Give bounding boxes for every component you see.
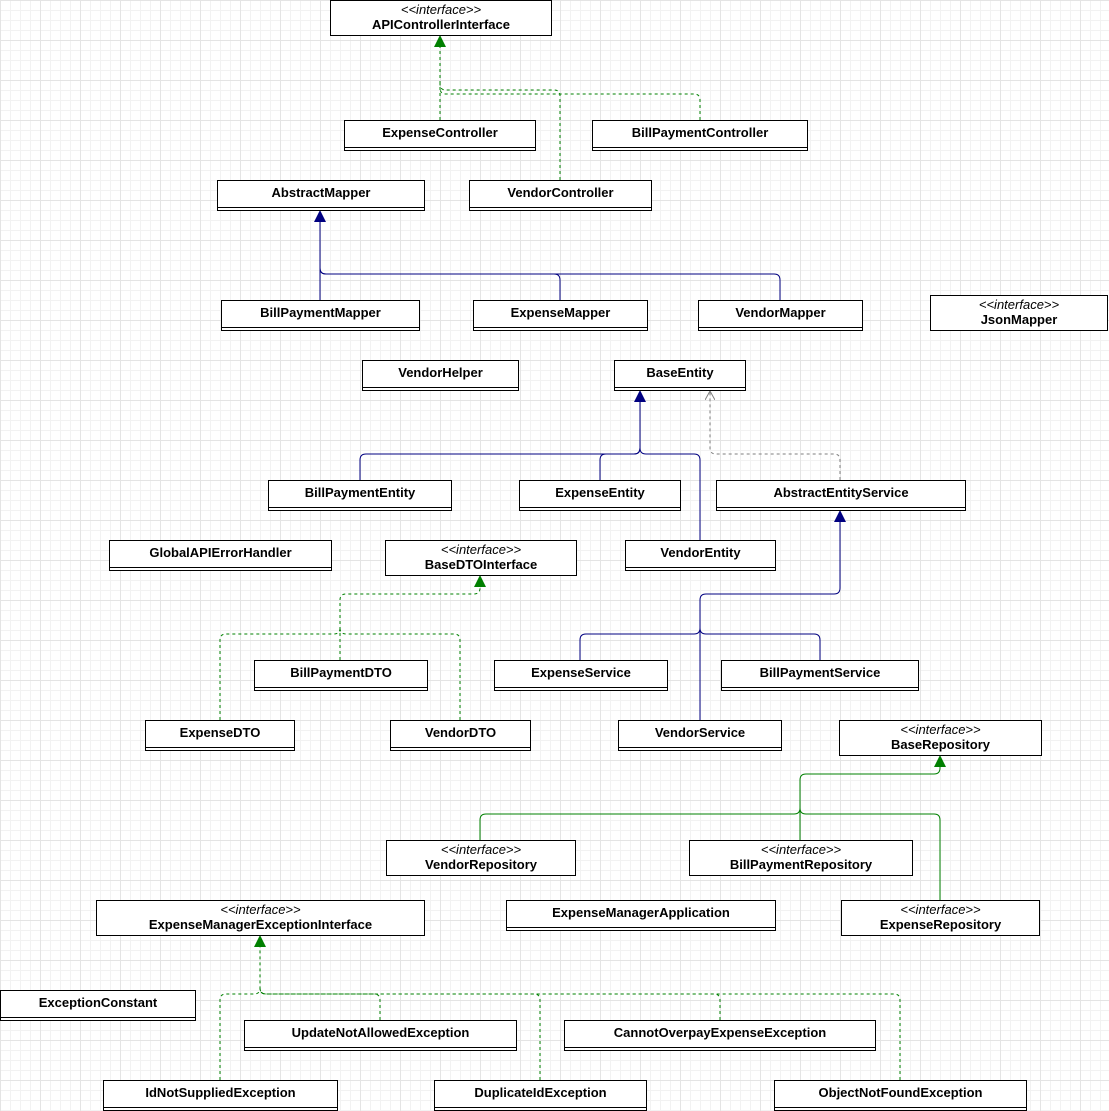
class-exception-constant[interactable] bbox=[0, 990, 196, 1021]
class-base-entity[interactable] bbox=[614, 360, 746, 391]
repository-inheritance bbox=[480, 756, 940, 900]
link-bill-payment-entity bbox=[360, 391, 640, 480]
controller-realizations bbox=[440, 36, 700, 180]
class-expense-manager-application[interactable] bbox=[506, 900, 776, 931]
link-abstract-entity-service-dependency bbox=[710, 391, 840, 480]
class-name: BillPaymentController bbox=[631, 125, 769, 140]
link-bill-payment-controller bbox=[440, 88, 700, 120]
link-vendor-mapper bbox=[320, 268, 780, 300]
class-expense-mapper[interactable] bbox=[473, 300, 648, 331]
class-api-controller-interface[interactable] bbox=[330, 0, 552, 36]
class-base-repository[interactable] bbox=[839, 720, 1042, 756]
link-expense-service bbox=[580, 511, 840, 660]
class-expense-controller[interactable] bbox=[344, 120, 536, 151]
exception-realizations bbox=[220, 936, 900, 1080]
link-vendor-repository bbox=[480, 808, 800, 840]
class-name: ExpenseMapper bbox=[510, 305, 611, 320]
class-name: VendorDTO bbox=[424, 725, 497, 740]
class-expense-dto[interactable] bbox=[145, 720, 295, 751]
stereotype-label: <<interface>> bbox=[400, 2, 482, 17]
class-vendor-helper[interactable] bbox=[362, 360, 519, 391]
link-bill-payment-service bbox=[700, 628, 820, 660]
class-abstract-mapper[interactable] bbox=[217, 180, 425, 211]
class-name: DuplicateIdException bbox=[474, 1085, 607, 1100]
class-name: ObjectNotFoundException bbox=[818, 1085, 983, 1100]
link-id-not-supplied-exception bbox=[220, 936, 260, 1080]
class-name: ExpenseManagerApplication bbox=[552, 905, 730, 920]
class-name: ExpenseRepository bbox=[879, 917, 1002, 932]
class-name: UpdateNotAllowedException bbox=[291, 1025, 470, 1040]
class-name: VendorMapper bbox=[735, 305, 826, 320]
link-expense-entity bbox=[600, 448, 640, 480]
class-abstract-entity-service[interactable] bbox=[716, 480, 966, 511]
class-name: BaseDTOInterface bbox=[424, 557, 538, 572]
class-name: ExpenseController bbox=[382, 125, 498, 140]
class-vendor-dto[interactable] bbox=[390, 720, 531, 751]
link-bill-payment-repository bbox=[800, 756, 940, 840]
dto-realizations bbox=[220, 576, 480, 720]
class-name: BillPaymentDTO bbox=[290, 665, 392, 680]
class-name: AbstractEntityService bbox=[773, 485, 909, 500]
class-name: CannotOverpayExpenseException bbox=[613, 1025, 827, 1040]
class-name: JsonMapper bbox=[980, 312, 1058, 327]
class-expense-entity[interactable] bbox=[519, 480, 681, 511]
class-name: BillPaymentRepository bbox=[729, 857, 873, 872]
class-duplicate-id-exception[interactable] bbox=[434, 1080, 647, 1111]
class-bill-payment-entity[interactable] bbox=[268, 480, 452, 511]
stereotype-label: <<interface>> bbox=[440, 842, 522, 857]
class-global-api-error-handler[interactable] bbox=[109, 540, 332, 571]
class-vendor-entity[interactable] bbox=[625, 540, 776, 571]
class-vendor-repository[interactable] bbox=[386, 840, 576, 876]
class-bill-payment-controller[interactable] bbox=[592, 120, 808, 151]
class-name: VendorService bbox=[654, 725, 746, 740]
link-update-not-allowed-exception bbox=[260, 988, 380, 1020]
class-expense-manager-exception-interface[interactable] bbox=[96, 900, 425, 936]
class-name: ExpenseService bbox=[531, 665, 631, 680]
class-name: BaseRepository bbox=[891, 737, 990, 752]
stereotype-label: <<interface>> bbox=[220, 902, 301, 917]
class-vendor-controller[interactable] bbox=[469, 180, 652, 211]
class-vendor-mapper[interactable] bbox=[698, 300, 863, 331]
stereotype-label: <<interface>> bbox=[900, 722, 981, 737]
class-name: ExpenseDTO bbox=[179, 725, 261, 740]
mapper-inheritance bbox=[320, 211, 780, 300]
class-name: VendorEntity bbox=[660, 545, 741, 560]
class-name: VendorController bbox=[507, 185, 614, 200]
stereotype-label: <<interface>> bbox=[440, 542, 522, 557]
class-name: VendorHelper bbox=[398, 365, 483, 380]
class-name: GlobalAPIErrorHandler bbox=[149, 545, 292, 560]
class-vendor-service[interactable] bbox=[618, 720, 782, 751]
class-json-mapper[interactable] bbox=[930, 295, 1108, 331]
class-name: AbstractMapper bbox=[271, 185, 371, 200]
class-bill-payment-service[interactable] bbox=[721, 660, 919, 691]
class-update-not-allowed-exception[interactable] bbox=[244, 1020, 517, 1051]
entity-inheritance bbox=[360, 391, 700, 540]
class-name: BillPaymentMapper bbox=[260, 305, 381, 320]
class-object-not-found-exception[interactable] bbox=[774, 1080, 1027, 1111]
class-expense-repository[interactable] bbox=[841, 900, 1040, 936]
class-bill-payment-repository[interactable] bbox=[689, 840, 913, 876]
class-expense-service[interactable] bbox=[494, 660, 668, 691]
class-name: ExpenseEntity bbox=[555, 485, 645, 500]
class-bill-payment-mapper[interactable] bbox=[221, 300, 420, 331]
class-name: BillPaymentEntity bbox=[304, 485, 416, 500]
class-base-dto-interface[interactable] bbox=[385, 540, 577, 576]
class-name: BaseEntity bbox=[646, 365, 714, 380]
class-cannot-overpay-expense-exception[interactable] bbox=[564, 1020, 876, 1051]
stereotype-label: <<interface>> bbox=[978, 297, 1060, 312]
class-name: IdNotSuppliedException bbox=[145, 1085, 296, 1100]
class-name: ExceptionConstant bbox=[38, 995, 158, 1010]
link-cannot-overpay-expense-exception bbox=[260, 988, 720, 1020]
link-bill-payment-dto bbox=[340, 576, 480, 660]
class-name: VendorRepository bbox=[425, 857, 537, 872]
stereotype-label: <<interface>> bbox=[900, 902, 981, 917]
class-name: APIControllerInterface bbox=[372, 17, 510, 32]
class-name: ExpenseManagerExceptionInterface bbox=[148, 917, 373, 932]
link-expense-mapper bbox=[320, 268, 560, 300]
stereotype-label: <<interface>> bbox=[760, 842, 842, 857]
class-bill-payment-dto[interactable] bbox=[254, 660, 428, 691]
class-name: BillPaymentService bbox=[759, 665, 881, 680]
class-id-not-supplied-exception[interactable] bbox=[103, 1080, 338, 1111]
